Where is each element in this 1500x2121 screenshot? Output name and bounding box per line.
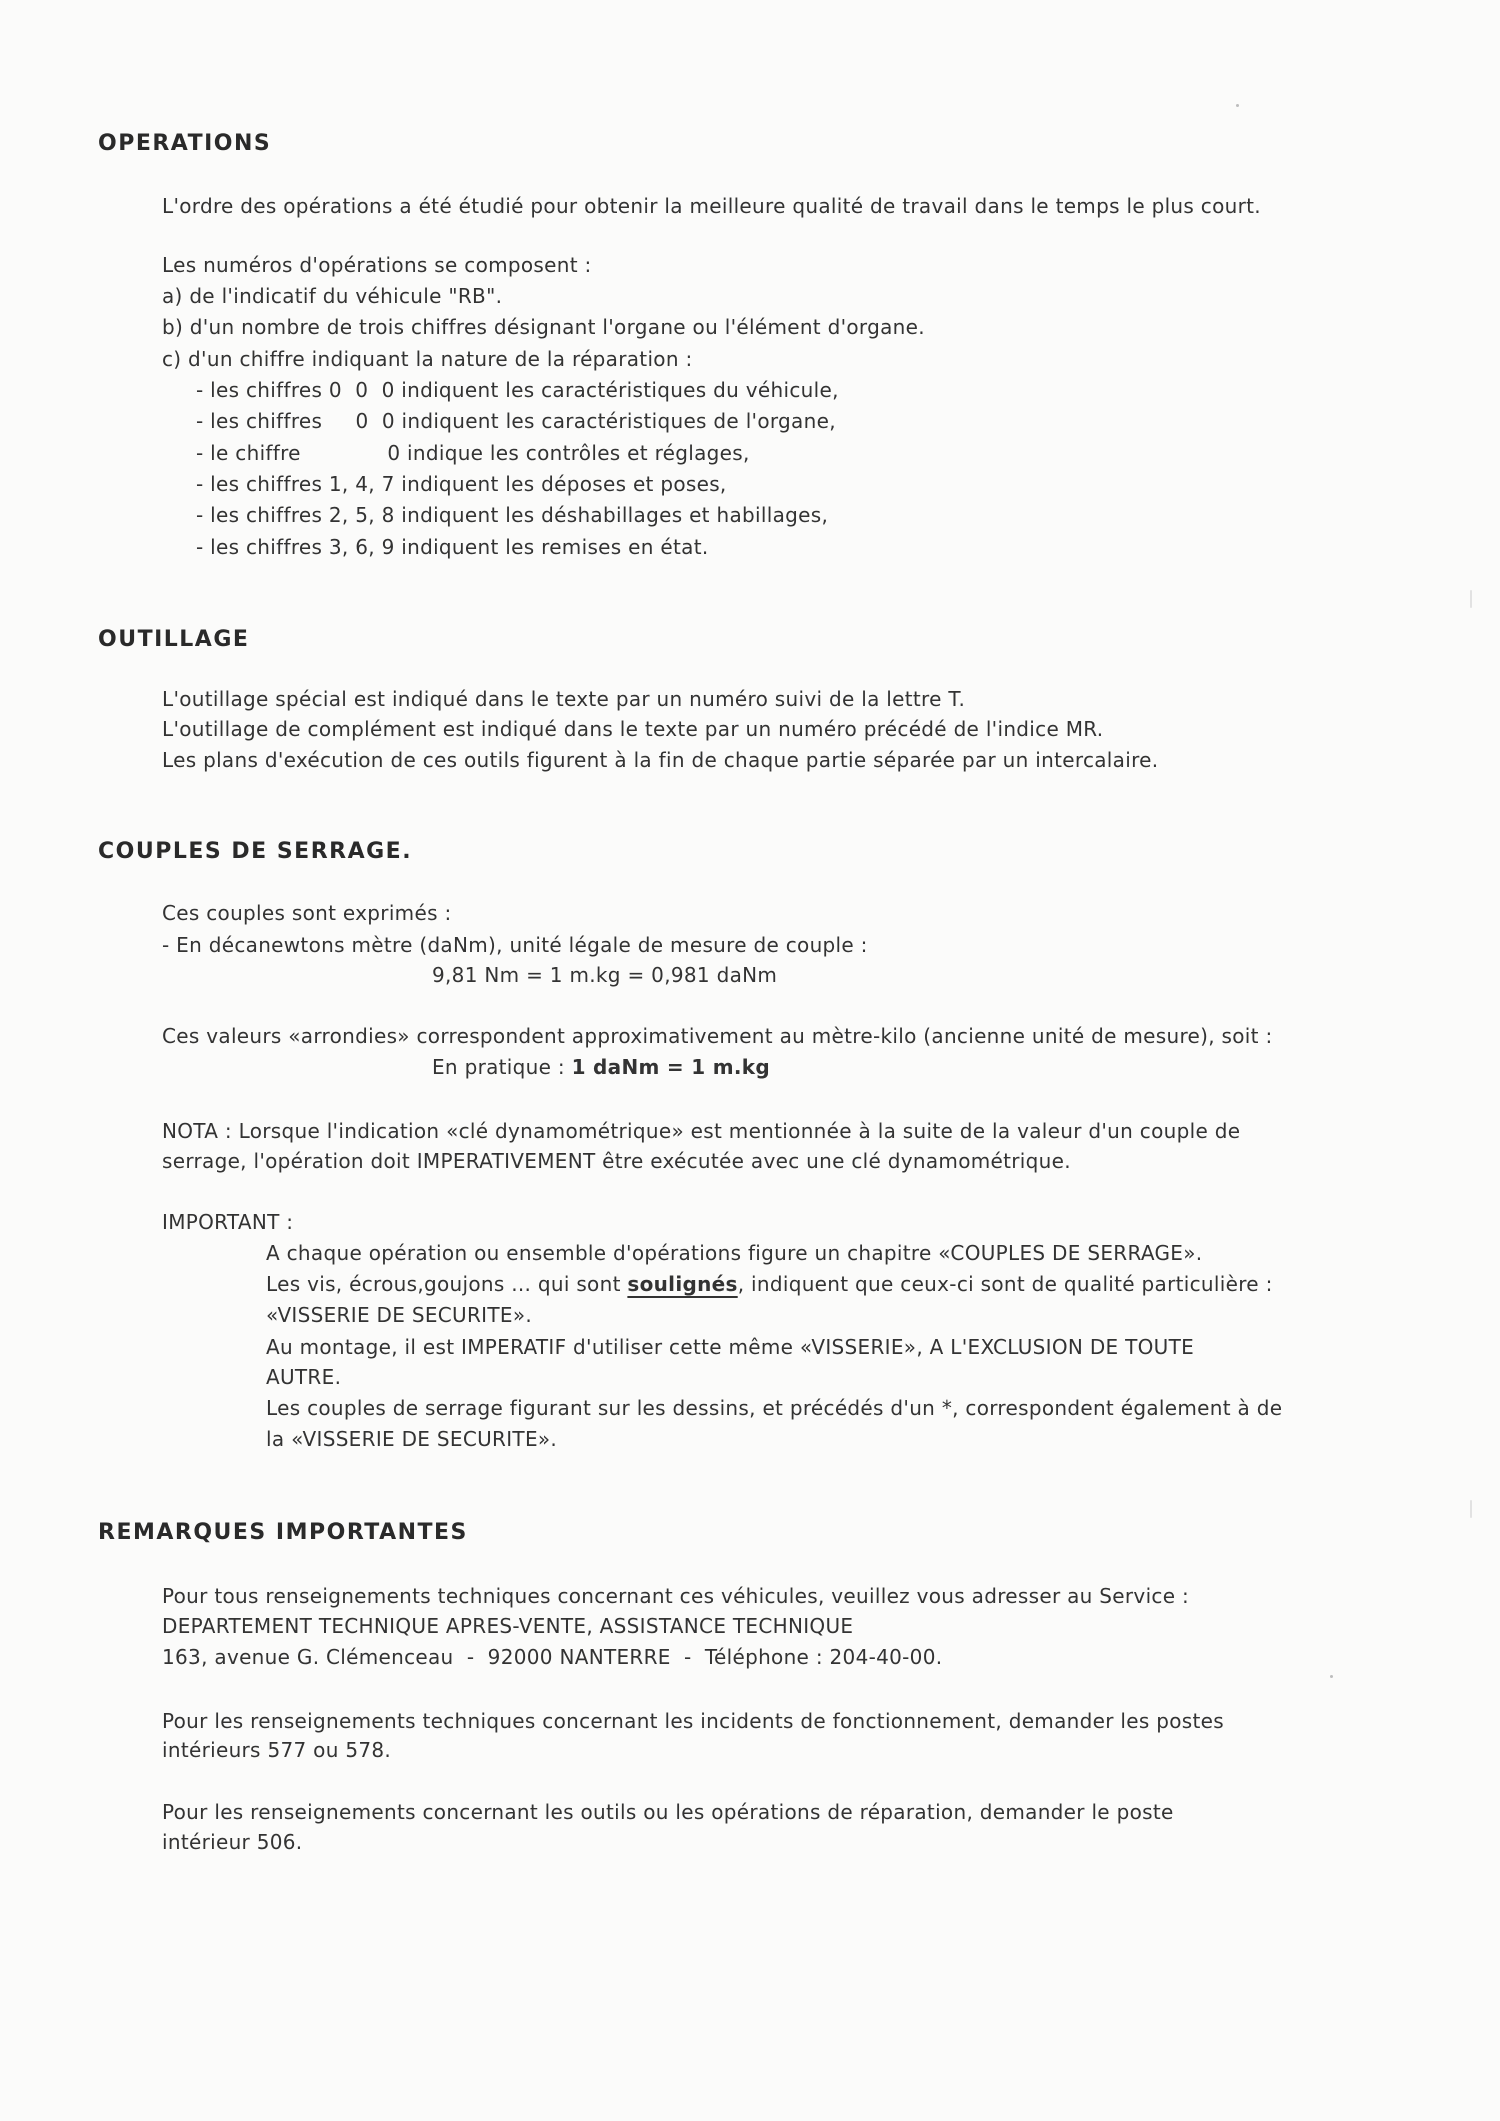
important-line-7: la «VISSERIE DE SECURITE». bbox=[266, 1427, 558, 1451]
couples-decanewton: - En décanewtons mètre (daNm), unité légale de mesure de couple : bbox=[162, 933, 868, 957]
section-heading-outillage: OUTILLAGE bbox=[98, 627, 250, 652]
couples-nota-line-1: NOTA : Lorsque l'indication «clé dynamométrique» est mentionnée à la suite de la valeur d'un couple de bbox=[162, 1119, 1241, 1143]
operations-item-c: c) d'un chiffre indiquant la nature de la réparation : bbox=[162, 347, 693, 371]
operations-digit-rule: - les chiffres 0 0 0 indiquent les caractéristiques du véhicule, bbox=[196, 378, 839, 402]
couples-arrondies: Ces valeurs «arrondies» correspondent approximativement au mètre-kilo (ancienne unité de mesure), soit : bbox=[162, 1024, 1273, 1048]
important-line-2-post: , indiquent que ceux-ci sont de qualité particulière : bbox=[737, 1272, 1273, 1296]
remarques-p2-line-1: Pour les renseignements techniques concernant les incidents de fonctionnement, demander les postes bbox=[162, 1709, 1224, 1733]
operations-intro: L'ordre des opérations a été étudié pour obtenir la meilleure qualité de travail dans le temps le plus court. bbox=[162, 194, 1261, 218]
operations-digit-rule: - les chiffres 0 0 indiquent les caractéristiques de l'organe, bbox=[196, 409, 836, 433]
scan-speck bbox=[1330, 1675, 1333, 1678]
operations-item-a: a) de l'indicatif du véhicule "RB". bbox=[162, 284, 503, 308]
important-line-2-pre: Les vis, écrous,goujons ... qui sont bbox=[266, 1272, 628, 1296]
scan-speck bbox=[1236, 104, 1239, 107]
scan-speck bbox=[1470, 1500, 1472, 1518]
section-heading-operations: OPERATIONS bbox=[98, 131, 272, 156]
couples-nota-line-2: serrage, l'opération doit IMPERATIVEMENT être exécutée avec une clé dynamométrique. bbox=[162, 1149, 1071, 1173]
operations-compose: Les numéros d'opérations se composent : bbox=[162, 253, 592, 277]
operations-item-b: b) d'un nombre de trois chiffres désignant l'organe ou l'élément d'organe. bbox=[162, 315, 925, 339]
outillage-line: L'outillage spécial est indiqué dans le texte par un numéro suivi de la lettre T. bbox=[162, 687, 966, 711]
remarques-p1-line-1: Pour tous renseignements techniques concernant ces véhicules, veuillez vous adresser au Service : bbox=[162, 1584, 1190, 1608]
pratique-value: 1 daNm = 1 m.kg bbox=[571, 1055, 770, 1079]
remarques-p1-line-2: DEPARTEMENT TECHNIQUE APRES-VENTE, ASSISTANCE TECHNIQUE bbox=[162, 1614, 854, 1638]
important-line-6: Les couples de serrage figurant sur les dessins, et précédés d'un *, correspondent également à de bbox=[266, 1396, 1283, 1420]
remarques-p3-line-2: intérieur 506. bbox=[162, 1830, 303, 1854]
remarques-p3-line-1: Pour les renseignements concernant les outils ou les opérations de réparation, demander le poste bbox=[162, 1800, 1174, 1824]
important-line-4: Au montage, il est IMPERATIF d'utiliser cette même «VISSERIE», A L'EXCLUSION DE TOUTE bbox=[266, 1335, 1195, 1359]
couples-pratique bbox=[432, 1055, 770, 1079]
section-heading-remarques: REMARQUES IMPORTANTES bbox=[98, 1520, 468, 1545]
section-heading-couples: COUPLES DE SERRAGE. bbox=[98, 839, 413, 864]
remarques-p1-line-3: 163, avenue G. Clémenceau - 92000 NANTERRE - Téléphone : 204-40-00. bbox=[162, 1645, 943, 1669]
important-line-3: «VISSERIE DE SECURITE». bbox=[266, 1303, 533, 1327]
important-label: IMPORTANT : bbox=[162, 1210, 294, 1234]
important-line-5: AUTRE. bbox=[266, 1365, 342, 1389]
couples-expr: Ces couples sont exprimés : bbox=[162, 901, 452, 925]
remarques-p2-line-2: intérieurs 577 ou 578. bbox=[162, 1738, 392, 1762]
scan-speck bbox=[1470, 590, 1472, 608]
operations-digit-rule: - les chiffres 3, 6, 9 indiquent les remises en état. bbox=[196, 535, 709, 559]
souligne-word: soulignés bbox=[627, 1272, 738, 1296]
outillage-line: L'outillage de complément est indiqué dans le texte par un numéro précédé de l'indice MR. bbox=[162, 717, 1104, 741]
operations-digit-rule: - les chiffres 2, 5, 8 indiquent les déshabillages et habillages, bbox=[196, 503, 829, 527]
important-line-2 bbox=[266, 1272, 1273, 1296]
operations-digit-rule: - le chiffre 0 indique les contrôles et réglages, bbox=[196, 441, 750, 465]
important-line-1: A chaque opération ou ensemble d'opérations figure un chapitre «COUPLES DE SERRAGE». bbox=[266, 1241, 1203, 1265]
outillage-line: Les plans d'exécution de ces outils figurent à la fin de chaque partie séparée par un intercalaire. bbox=[162, 748, 1159, 772]
couples-equivalence: 9,81 Nm = 1 m.kg = 0,981 daNm bbox=[432, 963, 778, 987]
pratique-prefix: En pratique : bbox=[432, 1055, 572, 1079]
operations-digit-rule: - les chiffres 1, 4, 7 indiquent les déposes et poses, bbox=[196, 472, 727, 496]
